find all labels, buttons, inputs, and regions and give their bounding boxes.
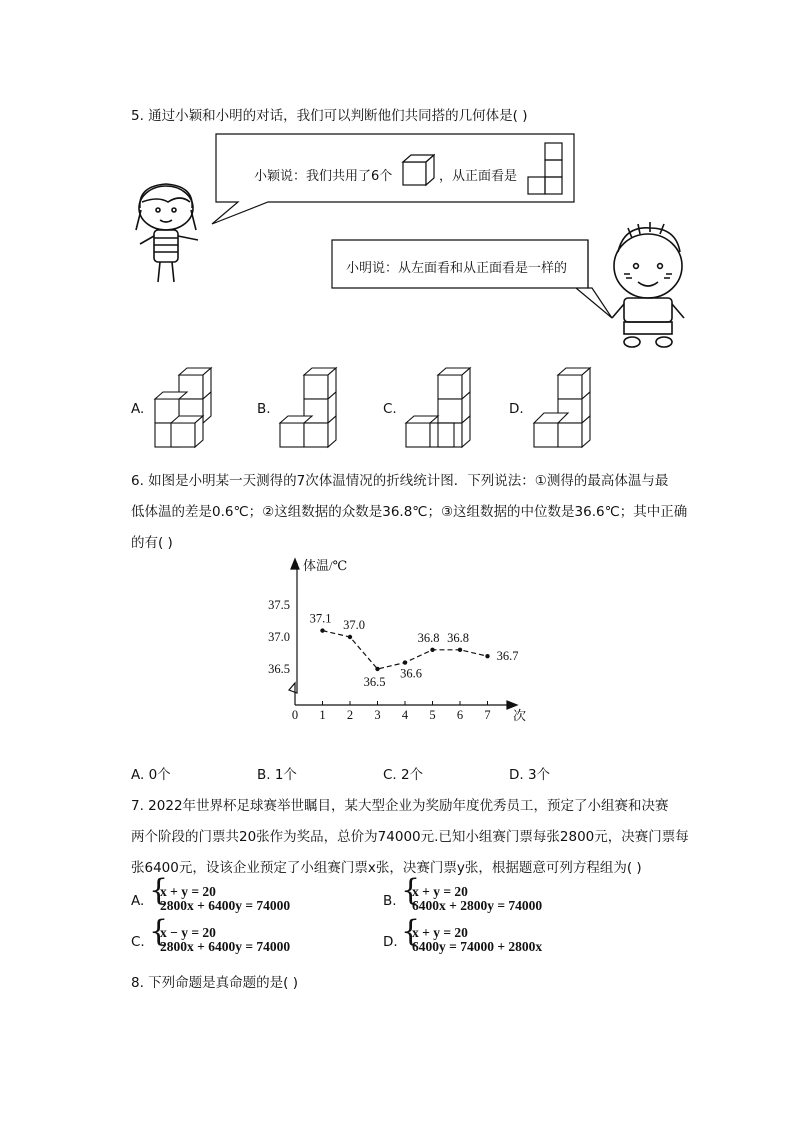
data-label: 36.8 [447, 630, 469, 645]
q7-line1: 7. 2022年世界杯足球赛举世瞩目，某大型企业为奖励年度优秀员工，预定了小组赛和决赛 [131, 798, 669, 814]
q7-option-d [383, 914, 603, 957]
y-axis-arrow [291, 559, 299, 569]
data-point [348, 635, 352, 639]
q8-stem: 8. 下列命题是真命题的是( ) [131, 975, 298, 991]
data-point [403, 660, 407, 664]
q5-option-c-label: C. [383, 401, 397, 417]
data-point [320, 628, 324, 632]
brace-icon: { [149, 873, 169, 908]
bubble1-text-b: ，从正面看是 [439, 169, 518, 184]
q7-a-eq2: 2800x + 6400y = 74000 [160, 898, 291, 913]
q5-option-a-figure [153, 365, 213, 449]
x-tick-label: 1 [319, 708, 326, 722]
x-tick-label: 5 [429, 708, 436, 722]
q7-option-a-label: A. [131, 893, 145, 909]
y-tick-label: 37.0 [268, 630, 290, 644]
q5-option-d-label: D. [509, 401, 524, 417]
single-cube-icon [401, 153, 435, 187]
brace-icon: { [401, 914, 421, 949]
y-tick-label: 36.5 [268, 662, 290, 676]
q7-c-eq1: x − y = 20 [160, 925, 216, 940]
data-point [375, 667, 379, 671]
brace-icon: { [149, 914, 169, 949]
q7-b-eq2: 6400x + 2800y = 74000 [412, 898, 543, 913]
q7-option-b [383, 873, 603, 916]
x-tick-label: 3 [374, 708, 381, 722]
q7-d-eq1: x + y = 20 [412, 925, 468, 940]
y-tick-label: 37.5 [268, 598, 290, 612]
x-tick-label: 0 [291, 708, 299, 722]
q6-option-c: C. 2个 [383, 767, 424, 783]
x-tick-label: 6 [456, 708, 464, 722]
data-point [485, 654, 489, 658]
q6-option-d: D. 3个 [509, 767, 551, 783]
bubble2-text: 小明说：从左面看和从正面看是一样的 [346, 261, 568, 276]
x-axis-label: 次 [513, 708, 527, 723]
q7-option-c-label: C. [131, 934, 145, 950]
q5-option-b-figure [278, 365, 338, 449]
data-label: 36.5 [363, 675, 386, 689]
speech-bubble-2 [330, 238, 620, 322]
q7-c-eq2: 2800x + 6400y = 74000 [160, 939, 291, 954]
q7-line3: 张6400元，设该企业预定了小组赛门票x张，决赛门票y张，根据题意可列方程组为( ) [131, 860, 642, 876]
data-label: 36.7 [496, 649, 519, 664]
data-label: 37.1 [309, 611, 332, 626]
front-view-diagram [525, 141, 565, 197]
q7-d-eq2: 6400y = 74000 + 2800x [412, 939, 543, 954]
boy-illustration [604, 220, 690, 350]
q5-option-b-label: B. [257, 401, 271, 417]
bubble1-text-a: 小颖说：我们共用了6个 [254, 169, 393, 184]
y-axis-label: 体温/℃ [303, 558, 348, 573]
data-point [458, 648, 462, 652]
q7-a-eq1: x + y = 20 [160, 884, 216, 899]
y-axis [289, 563, 297, 705]
q6-line3: 的有( ) [131, 535, 173, 551]
q5-option-c-figure [404, 365, 472, 449]
x-tick-label: 7 [484, 708, 491, 722]
q6-line2: 低体温的差是0.6℃；②这组数据的众数是36.8℃；③这组数据的中位数是36.6℃；其中正确 [131, 504, 688, 520]
girl-illustration [128, 178, 208, 286]
q7-b-eq1: x + y = 20 [412, 884, 468, 899]
q7-option-c [131, 914, 351, 957]
x-tick-label: 2 [346, 708, 354, 722]
x-tick-label: 4 [401, 708, 409, 722]
q7-option-b-label: B. [383, 893, 397, 909]
q5-stem: 5. 通过小颖和小明的对话，我们可以判断他们共同搭的几何体是( ) [131, 108, 528, 124]
brace-icon: { [401, 873, 421, 908]
temperature-line-chart [255, 553, 540, 728]
q6-option-a: A. 0个 [131, 767, 171, 783]
data-label: 36.6 [400, 666, 422, 681]
data-label: 36.8 [417, 630, 440, 645]
q6-option-b: B. 1个 [257, 767, 297, 783]
data-label: 37.0 [343, 618, 365, 632]
q7-line2: 两个阶段的门票共20张作为奖品，总价为74000元.已知小组赛门票每张2800元，决赛门票每 [131, 829, 689, 845]
q5-option-d-figure [532, 365, 600, 449]
q7-option-d-label: D. [383, 934, 398, 950]
q5-option-a-label: A. [131, 401, 145, 417]
data-point [430, 648, 434, 652]
q7-option-a [131, 873, 351, 916]
q6-line1: 6. 如图是小明某一天测得的7次体温情况的折线统计图．下列说法：①测得的最高体温与最 [131, 473, 669, 489]
